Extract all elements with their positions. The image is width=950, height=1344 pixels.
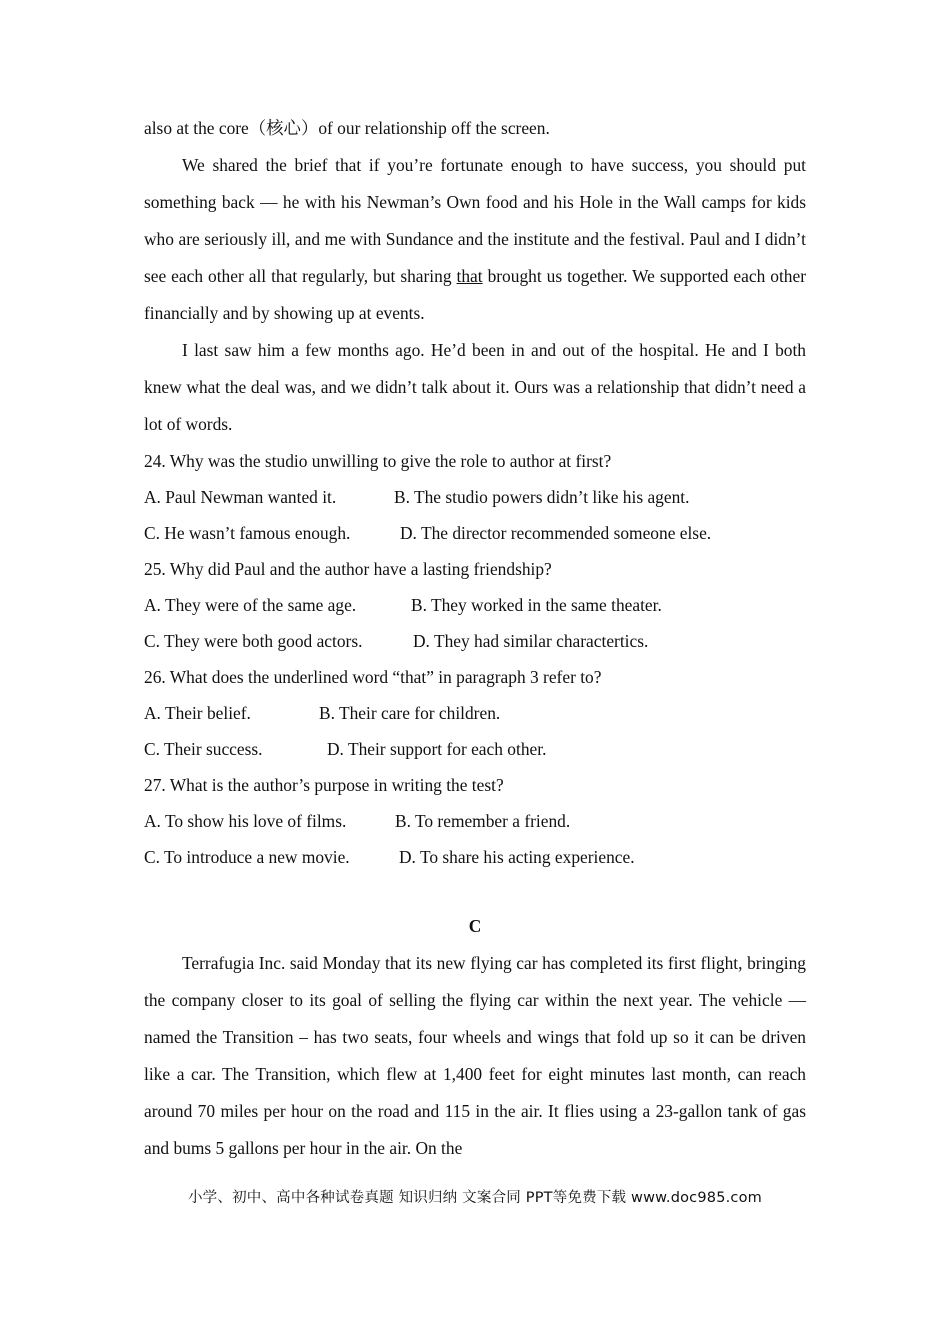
question-26-options-row-1 <box>144 695 806 731</box>
question-27-options-row-2 <box>144 839 806 875</box>
question-26-option-a: A. Their belief. <box>144 703 251 723</box>
question-27-option-d: D. To share his acting experience. <box>399 847 635 867</box>
passage-b-paragraph-2 <box>144 147 806 332</box>
question-25-options-row-2 <box>144 623 806 659</box>
question-26-options-row-2 <box>144 731 806 767</box>
paragraph-2-text-before: We shared the brief that if you’re fortunate enough to have success, you should put something back — he with his Newman’s Own food and his Hole in the Wall camps for kids who are seriously ill, and me with Sundance and the institute and the festival. Paul and I didn’t see each other all that regularly, but sharing <box>144 155 806 286</box>
document-page <box>144 110 806 1167</box>
question-26-option-b: B. Their care for children. <box>319 703 501 723</box>
question-25-option-d: D. They had similar charactertics. <box>413 631 649 651</box>
question-24-option-c: C. He wasn’t famous enough. <box>144 523 351 543</box>
question-27-option-b: B. To remember a friend. <box>395 811 571 831</box>
question-26-option-d: D. Their support for each other. <box>327 739 547 759</box>
question-24-option-d: D. The director recommended someone else. <box>400 523 712 543</box>
paragraph-2-text-after: brought us together. We supported each other financially and by showing up at events. <box>144 266 806 323</box>
question-26-stem: 26. What does the underlined word “that” in paragraph 3 refer to? <box>144 667 602 687</box>
section-c-heading: C <box>468 916 482 936</box>
question-27-option-c: C. To introduce a new movie. <box>144 847 350 867</box>
question-27-options-row-1 <box>144 803 806 839</box>
question-27-option-a: A. To show his love of films. <box>144 811 347 831</box>
question-25-option-c: C. They were both good actors. <box>144 631 363 651</box>
question-24-options-row-2 <box>144 515 806 551</box>
page-footer: 小学、初中、高中各种试卷真题 知识归纳 文案合同 PPT等免费下载 www.doc985.com <box>187 1190 763 1206</box>
question-26-option-c: C. Their success. <box>144 739 263 759</box>
section-c-paragraph-1: Terrafugia Inc. said Monday that its new flying car has completed its first flight, bringing the company closer to its goal of selling the flying car within the next year. The vehicle — named the Transition – has two seats, four wheels and wings that fold up so it can be driven like a car. The Transition, which flew at 1,400 feet for eight minutes last month, can reach around 70 miles per hour on the road and 115 in the air. It flies using a 23-gallon tank of gas and bums 5 gallons per hour in the air. On the <box>144 953 806 1158</box>
question-25-option-b: B. They worked in the same theater. <box>411 595 662 615</box>
passage-b-paragraph-1: also at the core（核心）of our relationship off the screen. <box>144 118 550 138</box>
question-24-option-b: B. The studio powers didn’t like his agent. <box>394 487 690 507</box>
passage-b-paragraph-3: I last saw him a few months ago. He’d been in and out of the hospital. He and I both knew what the deal was, and we didn’t talk about it. Ours was a relationship that didn’t need a lot of words. <box>144 340 806 434</box>
underlined-word-that: that <box>456 266 483 286</box>
question-24-stem: 24. Why was the studio unwilling to give the role to author at first? <box>144 451 612 471</box>
question-24-option-a: A. Paul Newman wanted it. <box>144 487 337 507</box>
question-27-stem: 27. What is the author’s purpose in writing the test? <box>144 775 504 795</box>
question-24-options-row-1 <box>144 479 806 515</box>
question-25-options-row-1 <box>144 587 806 623</box>
question-25-option-a: A. They were of the same age. <box>144 595 357 615</box>
question-25-stem: 25. Why did Paul and the author have a lasting friendship? <box>144 559 552 579</box>
